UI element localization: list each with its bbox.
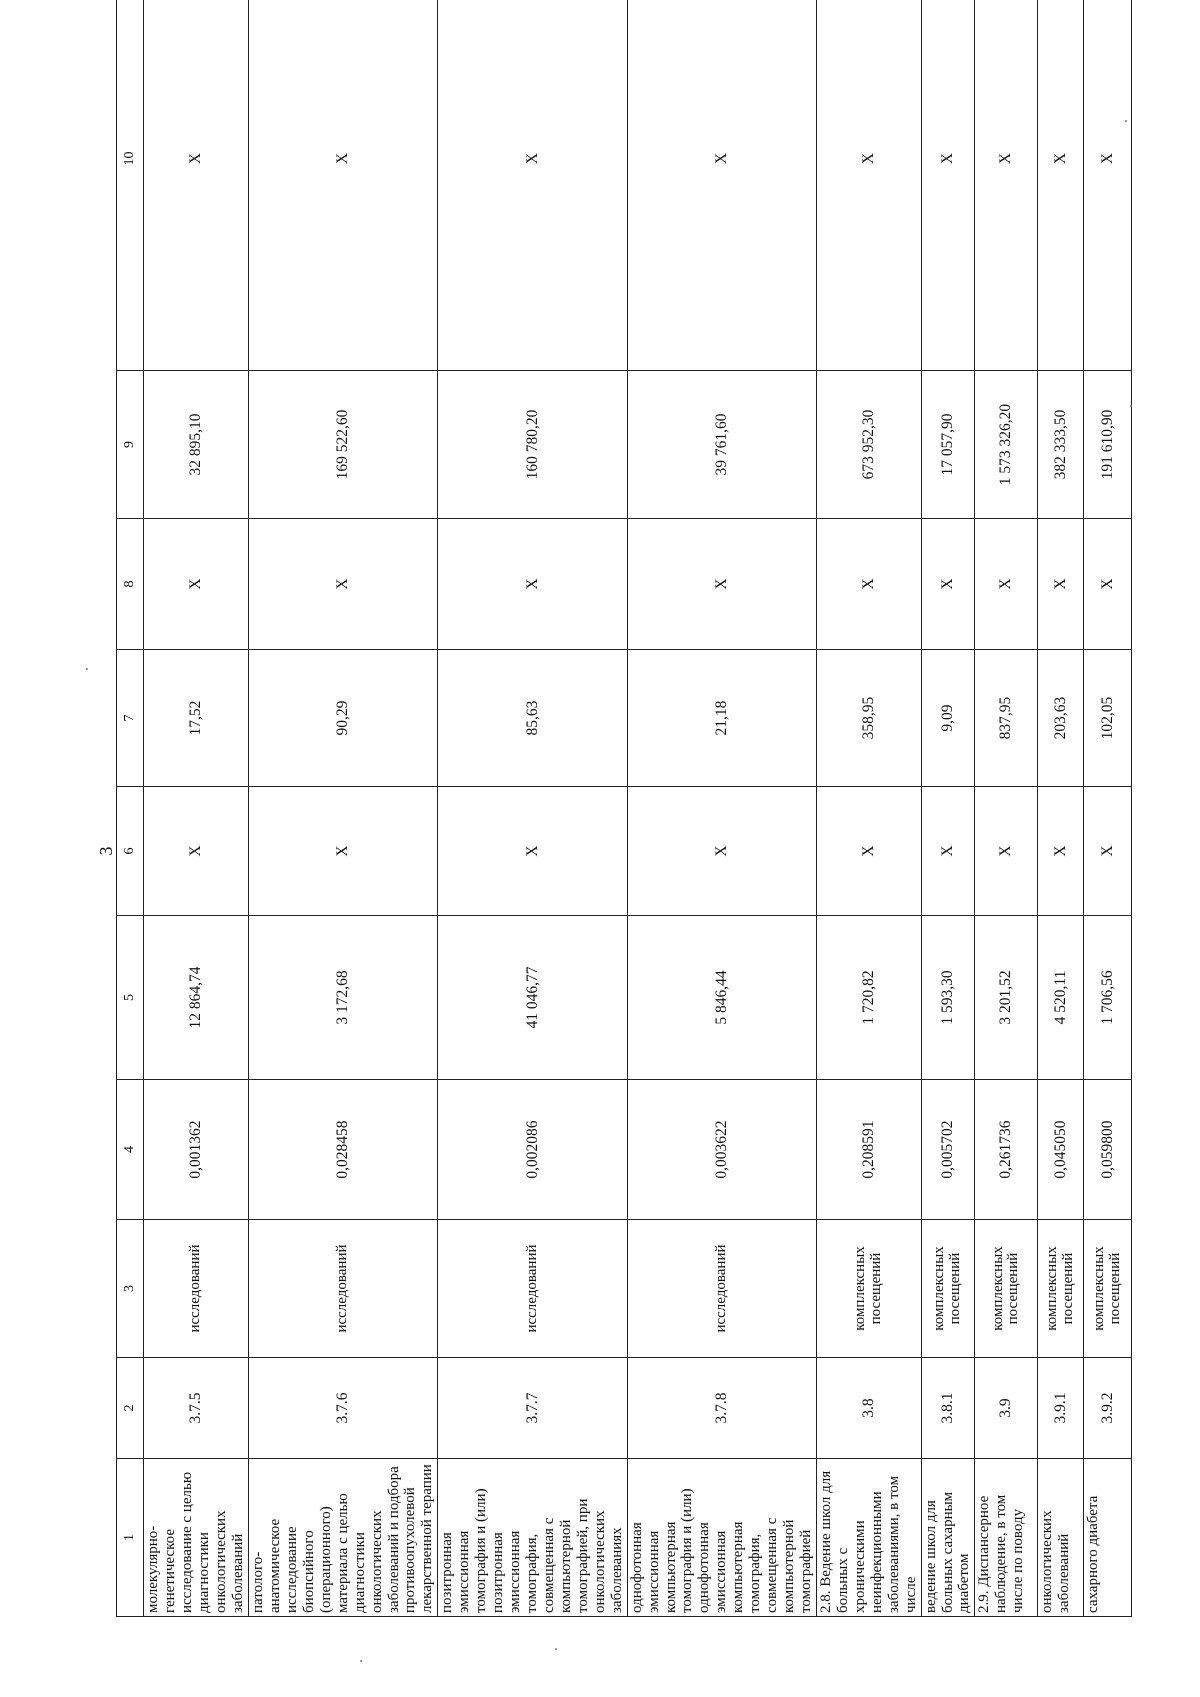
cell-col10: Х [921,0,975,371]
cell-col10: Х [627,0,816,371]
table-row [1038,0,1084,1617]
table-row [249,0,438,1617]
cell-col10: Х [249,0,438,371]
cell-col6: Х [1084,787,1132,916]
table-row [627,0,816,1617]
column-number: 3 [117,1220,144,1358]
table-row [1084,0,1132,1617]
row-code: 3.7.7 [438,1358,627,1459]
column-number: 5 [117,916,144,1080]
cell-col6: Х [144,787,249,916]
column-number: 8 [117,519,144,650]
cell-col5: 12 864,74 [144,916,249,1080]
row-code: 3.9.2 [1084,1358,1132,1459]
cell-col4: 0,059800 [1084,1080,1132,1220]
cell-col8: Х [627,519,816,650]
cell-col10: Х [975,0,1038,371]
row-unit: комплексных посещений [1084,1220,1132,1358]
cell-col9: 17 057,90 [921,371,975,519]
column-number: 10 [117,0,144,371]
column-number: 2 [117,1358,144,1459]
row-name: молекулярно-генетическое исследование с целью диагностики онкологических заболеваний [144,1459,249,1617]
cell-col10: Х [438,0,627,371]
row-code: 3.7.5 [144,1358,249,1459]
cell-col4: 0,005702 [921,1080,975,1220]
row-unit: комплексных посещений [1038,1220,1084,1358]
cell-col4: 0,001362 [144,1080,249,1220]
row-unit: исследований [438,1220,627,1358]
cell-col8: Х [1038,519,1084,650]
cell-col5: 1 720,82 [816,916,921,1080]
cell-col9: 191 610,90 [1084,371,1132,519]
cell-col9: 32 895,10 [144,371,249,519]
row-code: 3.8 [816,1358,921,1459]
cell-col7: 203,63 [1038,650,1084,787]
cell-col9: 39 761,60 [627,371,816,519]
scan-speck [1125,120,1127,122]
cell-col5: 3 172,68 [249,916,438,1080]
cell-col4: 0,028458 [249,1080,438,1220]
row-name: позитронная эмиссионная томография и (или) позитронная эмиссионная томография, совмещенная с компьютерной томографией, при онкологических заболеваниях [438,1459,627,1617]
cell-col6: Х [249,787,438,916]
cell-col10: Х [144,0,249,371]
table-row [144,0,249,1617]
table-row [816,0,921,1617]
cell-col4: 0,208591 [816,1080,921,1220]
cell-col6: Х [627,787,816,916]
cell-col5: 5 846,44 [627,916,816,1080]
cell-col7: 102,05 [1084,650,1132,787]
scan-speck [86,668,88,670]
row-name: патолого-анатомическое исследование биопсийного (операционного) материала с целью диагностики онкологических заболеваний и подбора противоопухолевой лекарственной терапии [249,1459,438,1617]
cell-col7: 85,63 [438,650,627,787]
cell-col5: 41 046,77 [438,916,627,1080]
cell-col10: Х [816,0,921,371]
cell-col9: 673 952,30 [816,371,921,519]
row-unit: исследований [249,1220,438,1358]
row-code: 3.9 [975,1358,1038,1459]
scan-speck [360,1660,362,1662]
row-name: сахарного диабета [1084,1459,1132,1617]
column-number-row [117,0,144,1617]
row-code: 3.7.8 [627,1358,816,1459]
row-unit: исследований [144,1220,249,1358]
cell-col6: Х [1038,787,1084,916]
cell-col7: 837,95 [975,650,1038,787]
cell-col6: Х [816,787,921,916]
column-number: 1 [117,1459,144,1617]
cell-col8: Х [975,519,1038,650]
cell-col9: 382 333,50 [1038,371,1084,519]
cell-col4: 0,261736 [975,1080,1038,1220]
table-row [975,0,1038,1617]
cell-col7: 358,95 [816,650,921,787]
table-row [921,0,975,1617]
row-unit: комплексных посещений [921,1220,975,1358]
cell-col4: 0,002086 [438,1080,627,1220]
column-number: 9 [117,371,144,519]
cell-col6: Х [921,787,975,916]
cell-col9: 169 522,60 [249,371,438,519]
row-name: 2.8. Ведение школ для больных с хроническими неинфекционными заболеваниями, в том числе [816,1459,921,1617]
cell-col8: Х [1084,519,1132,650]
scan-speck [1130,405,1132,407]
cell-col10: Х [1038,0,1084,371]
column-number: 4 [117,1080,144,1220]
tariff-table [116,0,1132,1617]
cell-col6: Х [438,787,627,916]
cell-col7: 21,18 [627,650,816,787]
row-code: 3.8.1 [921,1358,975,1459]
column-number: 6 [117,787,144,916]
cell-col8: Х [144,519,249,650]
cell-col8: Х [921,519,975,650]
page-number: 3 [96,846,116,856]
scan-speck [555,1648,557,1650]
row-unit: исследований [627,1220,816,1358]
row-name: 2.9. Диспансерное наблюдение, в том числе по поводу [975,1459,1038,1617]
cell-col10: Х [1084,0,1132,371]
cell-col9: 160 780,20 [438,371,627,519]
table-row [438,0,627,1617]
cell-col4: 0,045050 [1038,1080,1084,1220]
cell-col8: Х [249,519,438,650]
cell-col5: 1 593,30 [921,916,975,1080]
row-name: однофотонная эмиссионная компьютерная томография и (или) однофотонная эмиссионная компьютерная томография, совмещенная с компьютерной томографией [627,1459,816,1617]
cell-col9: 1 573 326,20 [975,371,1038,519]
cell-col5: 3 201,52 [975,916,1038,1080]
cell-col8: Х [438,519,627,650]
row-code: 3.7.6 [249,1358,438,1459]
row-name: ведение школ для больных сахарным диабетом [921,1459,975,1617]
cell-col5: 1 706,56 [1084,916,1132,1080]
cell-col4: 0,003622 [627,1080,816,1220]
row-code: 3.9.1 [1038,1358,1084,1459]
cell-col5: 4 520,11 [1038,916,1084,1080]
cell-col7: 17,52 [144,650,249,787]
cell-col8: Х [816,519,921,650]
column-number: 7 [117,650,144,787]
row-unit: комплексных посещений [816,1220,921,1358]
row-name: онкологических заболеваний [1038,1459,1084,1617]
cell-col7: 90,29 [249,650,438,787]
cell-col6: Х [975,787,1038,916]
cell-col7: 9,09 [921,650,975,787]
row-unit: комплексных посещений [975,1220,1038,1358]
rotated-table-container [116,47,1123,1617]
